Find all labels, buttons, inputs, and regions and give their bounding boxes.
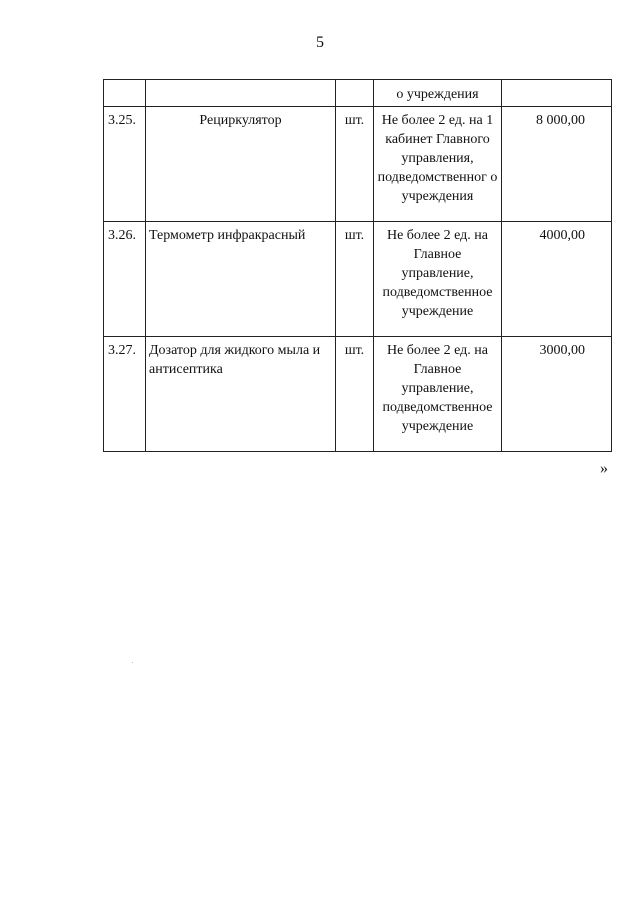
cell-num: 3.26. bbox=[104, 222, 146, 337]
cell-unit: шт. bbox=[336, 107, 374, 222]
cell-norm: Не более 2 ед. на 1 кабинет Главного управления, подведомственног о учреждения bbox=[374, 107, 502, 222]
cell-name: Рециркулятор bbox=[146, 107, 336, 222]
cell-price bbox=[502, 80, 612, 107]
cell-num: 3.27. bbox=[104, 337, 146, 452]
cell-num: 3.25. bbox=[104, 107, 146, 222]
equipment-table bbox=[103, 79, 612, 452]
cell-name: Дозатор для жидкого мыла и антисептика bbox=[146, 337, 336, 452]
table-row-continuation bbox=[104, 80, 612, 107]
table-row bbox=[104, 222, 612, 337]
table-row bbox=[104, 107, 612, 222]
cell-price: 4000,00 bbox=[502, 222, 612, 337]
cell-name: Термометр инфракрасный bbox=[146, 222, 336, 337]
cell-norm: о учреждения bbox=[374, 80, 502, 107]
cell-num bbox=[104, 80, 146, 107]
page-number: 5 bbox=[316, 34, 324, 51]
cell-unit: шт. bbox=[336, 222, 374, 337]
cell-unit bbox=[336, 80, 374, 107]
scan-speck bbox=[132, 662, 133, 663]
cell-price: 3000,00 bbox=[502, 337, 612, 452]
cell-price: 8 000,00 bbox=[502, 107, 612, 222]
cell-unit: шт. bbox=[336, 337, 374, 452]
cell-norm: Не более 2 ед. на Главное управление, подведомственное учреждение bbox=[374, 222, 502, 337]
table-row bbox=[104, 337, 612, 452]
cell-norm: Не более 2 ед. на Главное управление, подведомственное учреждение bbox=[374, 337, 502, 452]
closing-quote: » bbox=[600, 460, 608, 477]
cell-name bbox=[146, 80, 336, 107]
